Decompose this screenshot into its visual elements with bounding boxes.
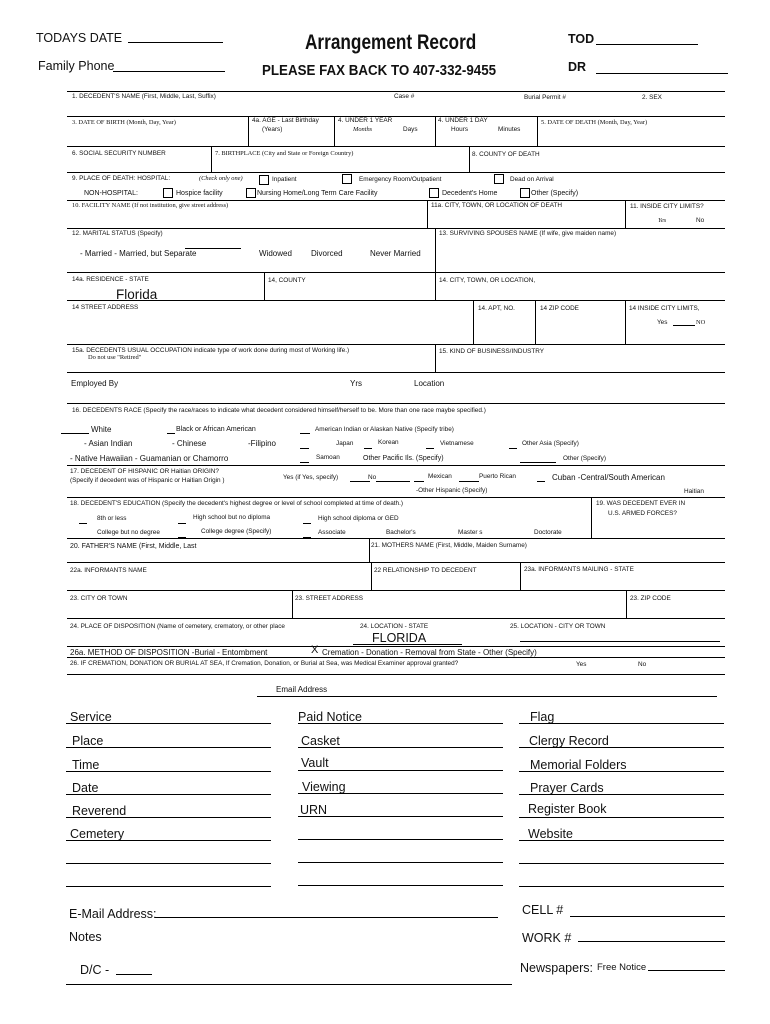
paid-notice-label: Paid Notice (298, 710, 362, 724)
grid-line (334, 116, 335, 146)
japan-option[interactable]: Japan (336, 440, 354, 447)
grid-line (435, 228, 436, 272)
grid-line (67, 372, 725, 373)
method-of-disposition-label: 26a. METHOD OF DISPOSITION -Burial - Entombment (70, 648, 268, 657)
facility-name-label: 10. FACILITY NAME (If not institution, give street address) (72, 202, 229, 209)
under-1-year-label: 4. UNDER 1 YEAR (338, 117, 393, 124)
armed-forces-label: 19. WAS DECEDENT EVER IN (596, 500, 686, 507)
cell-label: CELL # (522, 903, 564, 917)
cemetery-label: Cemetery (70, 827, 125, 841)
grid-line (427, 200, 428, 228)
grid-line (67, 646, 725, 647)
inside-city-limits-label: 11. INSIDE CITY LIMITS? (630, 203, 704, 210)
col1-extra-line-2[interactable] (66, 886, 271, 887)
other-asian-line (509, 448, 517, 449)
white-line (61, 433, 89, 434)
residence-state-value[interactable]: Florida (116, 287, 158, 302)
decedents-home-checkbox[interactable] (429, 188, 439, 198)
education-label: 18. DECEDENT'S EDUCATION (Specify the decedent's highest degree or level of school completed at time of death.) (70, 500, 404, 507)
website-label: Website (528, 827, 573, 841)
disposition-city-line (520, 641, 720, 642)
flag-label: Flag (530, 710, 555, 724)
vietnamese-option[interactable]: Vietnamese (440, 440, 474, 447)
grid-line (67, 618, 725, 619)
col2-extra-line-2[interactable] (298, 862, 503, 863)
employed-by-label: Employed By (71, 379, 119, 388)
grid-line (626, 590, 627, 618)
marital-status-label: 12. MARITAL STATUS (Specify) (72, 230, 163, 237)
black-line (167, 433, 175, 434)
zip-code-label: 14 ZIP CODE (540, 305, 579, 312)
dob-label: 3. DATE OF BIRTH (Month, Day, Year) (72, 119, 176, 126)
time-field[interactable] (66, 771, 271, 772)
grid-line (67, 172, 725, 173)
grid-line (371, 562, 372, 590)
informant-mailing-label: 23a. INFORMANTS MAILING - STATE (524, 566, 634, 573)
time-label: Time (72, 758, 100, 772)
form-title: Arrangement Record (305, 31, 477, 54)
grid-line (67, 344, 725, 345)
doctorate-option[interactable]: Doctorate (534, 529, 562, 536)
urn-label: URN (300, 803, 328, 817)
reverend-label: Reverend (72, 804, 127, 818)
informant-street-label: 23. STREET ADDRESS (295, 595, 364, 602)
col3-extra-line-2[interactable] (519, 886, 724, 887)
age-label: 4a. AGE - Last Birthday (252, 117, 319, 124)
inside-city-yes[interactable]: Yes (658, 217, 667, 224)
samoan-option[interactable]: Samoan (316, 454, 340, 461)
informant-name-label: 22a. INFORMANTS NAME (70, 567, 147, 574)
armed-forces-label-2: U.S. ARMED FORCES? (608, 510, 677, 517)
col2-extra-line-3[interactable] (298, 885, 503, 886)
date-field[interactable] (66, 794, 271, 795)
other-race-option[interactable]: Other (Specify) (563, 455, 606, 462)
disposition-state-label: 24. LOCATION - STATE (360, 623, 429, 630)
grid-line (469, 146, 470, 172)
urn-field[interactable] (298, 816, 503, 817)
place-label: Place (72, 734, 104, 748)
grid-line (264, 272, 265, 300)
birthplace-label: 7. BIRTHPLACE (City and State or Foreign Country) (215, 150, 354, 157)
never-married-option[interactable]: Never Married (370, 249, 421, 258)
grid-line (67, 403, 725, 404)
disposition-state-value[interactable]: FLORIDA (372, 631, 427, 645)
dead-on-arrival-checkbox[interactable] (494, 174, 504, 184)
tod-field[interactable] (596, 44, 698, 45)
hispanic-label: 17. DECEDENT OF HISPANIC OR Haitian ORIGIN? (70, 468, 219, 475)
am-indian-option[interactable]: American Indian or Alaskan Native (Specify tribe) (315, 426, 454, 433)
bachelors-option[interactable]: Bachelor's (386, 529, 416, 536)
married-options[interactable]: - Married - Married, but Separate (80, 249, 197, 258)
grid-line (535, 300, 536, 344)
samoan-line (300, 462, 309, 463)
footer-email-label: E-Mail Address: (69, 907, 157, 921)
flag-field[interactable] (519, 723, 724, 724)
mother-name-label: 21. MOTHERS NAME (First, Middle, Maiden Surname) (371, 542, 527, 549)
residence-inside-line (673, 325, 695, 326)
other-place-checkbox[interactable] (520, 188, 530, 198)
col2-extra-line-1[interactable] (298, 839, 503, 840)
grid-line (211, 146, 212, 172)
race-label: 16. DECEDENTS RACE (Specify the race/races to indicate what decedent considered himself/herself to be. More than one race maybe specified.) (72, 407, 486, 414)
cuban-central-option[interactable]: Cuban -Central/South American (552, 473, 665, 482)
dc-field[interactable] (116, 974, 152, 975)
city-of-death-label: 11a. CITY, TOWN, OR LOCATION OF DEATH (431, 202, 563, 209)
grid-line (67, 200, 725, 201)
grid-line (67, 562, 725, 563)
disposition-state-line (353, 644, 462, 645)
clergy-record-field[interactable] (519, 747, 724, 748)
disposition-city-label: 25. LOCATION - CITY OR TOWN (510, 623, 606, 630)
father-name-label: 20. FATHER'S NAME (First, Middle, Last (70, 543, 197, 550)
family-phone-field[interactable] (113, 71, 225, 72)
hs-no-diploma-line (178, 523, 186, 524)
other-asian-option[interactable]: Other Asia (Specify) (522, 440, 579, 447)
grid-line (435, 344, 436, 372)
email-address-label: Email Address (276, 685, 328, 694)
place-of-disposition-label: 24. PLACE OF DISPOSITION (Name of cemetery, crematory, or other place (70, 623, 285, 630)
8th-line (79, 523, 87, 524)
relationship-label: 22 RELATIONSHIP TO DECEDENT (374, 567, 477, 574)
korean-line (364, 448, 372, 449)
location-label: Location (414, 379, 445, 388)
residence-inside-city-label: 14 INSIDE CITY LIMITS, (629, 305, 700, 312)
inpatient-checkbox[interactable] (259, 175, 269, 185)
dod-label: 5. DATE OF DEATH (Month, Day, Year) (541, 119, 648, 126)
grid-line (67, 657, 725, 658)
hospice-label: Hospice facility (176, 190, 223, 197)
ssn-label: 6. SOCIAL SECURITY NUMBER (72, 150, 166, 157)
haitian-option[interactable]: Haitian (684, 488, 704, 495)
work-label: WORK # (522, 931, 572, 945)
other-race-line (520, 462, 556, 463)
hs-no-diploma-option[interactable]: High school but no diploma (193, 514, 271, 521)
residence-state-label: 14a. RESIDENCE - STATE (72, 276, 149, 283)
am-indian-line (300, 433, 310, 434)
prayer-cards-field[interactable] (519, 794, 724, 795)
register-book-label: Register Book (528, 802, 607, 816)
cemetery-field[interactable] (66, 840, 271, 841)
residence-city-label: 14. CITY, TOWN, OR LOCATION, (439, 277, 536, 284)
hispanic-no-line (376, 481, 410, 482)
informant-zip-label: 23. ZIP CODE (630, 595, 671, 602)
black-option[interactable]: Black or African American (176, 426, 256, 433)
grid-line (67, 465, 725, 466)
email-address-line[interactable] (257, 696, 717, 697)
cell-field[interactable] (570, 916, 725, 917)
industry-label: 15. KIND OF BUSINESS/INDUSTRY (439, 348, 544, 355)
clergy-record-label: Clergy Record (529, 734, 609, 748)
masters-option[interactable]: Master s (458, 529, 483, 536)
8th-or-less-option[interactable]: 8th or less (97, 515, 127, 522)
grid-line (369, 538, 370, 562)
footer-email-field[interactable] (155, 917, 498, 918)
days-label: Days (403, 126, 418, 133)
grid-line (67, 300, 725, 301)
viewing-field[interactable] (298, 793, 503, 794)
cuban-line (537, 481, 545, 482)
vault-label: Vault (301, 756, 329, 770)
divorced-option[interactable]: Divorced (311, 249, 343, 258)
hispanic-yes-line (350, 481, 370, 482)
residence-county-label: 14, COUNTY (268, 277, 306, 284)
memorial-folders-field[interactable] (519, 771, 724, 772)
grid-line (473, 300, 474, 344)
place-of-death-label: 9. PLACE OF DEATH: HOSPITAL: (72, 175, 171, 182)
grid-line (591, 497, 592, 538)
hispanic-no[interactable]: No (368, 474, 377, 481)
decedents-home-label: Decedent's Home (442, 190, 498, 197)
cremation-approval-label: 26. IF CREMATION, DONATION OR BURIAL AT SEA, If Cremation, Donation, or Burial at Sea, was Medical Examiner approval granted? (70, 660, 459, 667)
family-phone-label: Family Phone (38, 59, 115, 73)
grid-line (625, 300, 626, 344)
filipino-option[interactable]: -Filipino (248, 439, 277, 448)
cremation-approval-no[interactable]: No (638, 661, 647, 668)
apt-no-label: 14. APT, NO. (478, 305, 515, 312)
notes-field-line[interactable] (66, 984, 512, 985)
paid-notice-field[interactable] (298, 723, 503, 724)
occupation-label: 15a. DECEDENTS USUAL OCCUPATION indicate type of work done during most of Working life.) (72, 347, 350, 354)
hispanic-sub-label: (Specify if decedent was of Hispanic or Haitian Origin ) (70, 477, 225, 484)
inpatient-label: Inpatient (272, 176, 297, 183)
dc-label: D/C - (80, 963, 110, 977)
other-place-label: Other (Specify) (531, 190, 579, 197)
hawaiian-option[interactable]: - Native Hawaiian - Guamanian or Chamorro (70, 454, 229, 463)
grid-line (67, 538, 725, 539)
website-field[interactable] (519, 840, 724, 841)
free-notice-label: Free Notice (597, 962, 647, 973)
white-option[interactable]: White (91, 425, 112, 434)
service-label: Service (70, 710, 112, 724)
non-hospital-label: NON-HOSPITAL: (84, 190, 138, 197)
todays-date-label: TODAYS DATE (36, 31, 123, 45)
grid-line (435, 272, 436, 300)
widowed-option[interactable]: Widowed (259, 249, 292, 258)
burial-permit-label: Burial Permit # (524, 94, 566, 101)
years-label: (Years) (262, 126, 283, 133)
hours-label: Hours (451, 126, 469, 133)
associate-option[interactable]: Associate (318, 529, 346, 536)
months-label: Months (353, 126, 373, 133)
col1-extra-line-1[interactable] (66, 863, 271, 864)
work-field[interactable] (578, 941, 725, 942)
puerto-rican-line (459, 481, 479, 482)
todays-date-field[interactable] (128, 42, 223, 43)
hs-diploma-line (303, 523, 311, 524)
county-of-death-label: 8. COUNTY OF DEATH (472, 151, 540, 158)
dead-on-arrival-label: Dead on Arrival (510, 176, 554, 183)
residence-inside-yes[interactable]: Yes (657, 319, 668, 326)
newspapers-field[interactable] (648, 970, 725, 971)
college-no-degree-option[interactable]: College but no degree (97, 529, 160, 536)
er-outpatient-label: Emergency Room/Outpatient (359, 176, 442, 183)
dr-field[interactable] (596, 73, 728, 74)
puerto-rican-option[interactable]: Puerto Rican (479, 473, 516, 480)
under-1-day-label: 4. UNDER 1 DAY (438, 117, 488, 124)
disposition-x-mark[interactable]: X (311, 644, 319, 656)
er-outpatient-checkbox[interactable] (342, 174, 352, 184)
hospice-checkbox[interactable] (163, 188, 173, 198)
grid-line (292, 590, 293, 618)
hispanic-yes[interactable]: Yes (if Yes, specify) (283, 474, 339, 481)
yrs-label: Yrs (350, 379, 362, 388)
do-not-use-retired-note: Do not use "Retired" (88, 354, 142, 361)
viewing-label: Viewing (302, 780, 346, 794)
residence-inside-no[interactable]: NO (696, 319, 706, 326)
inside-city-no[interactable]: No (696, 217, 705, 224)
register-book-field[interactable] (519, 817, 724, 818)
sex-label: 2. SEX (642, 94, 662, 101)
casket-label: Casket (301, 734, 340, 748)
college-degree-option[interactable]: College degree (Specify) (201, 528, 272, 535)
notes-label: Notes (69, 930, 102, 944)
grid-line (248, 116, 249, 146)
nursing-home-checkbox[interactable] (246, 188, 256, 198)
grid-line (625, 200, 626, 228)
grid-line (67, 272, 725, 273)
grid-line (67, 674, 725, 675)
casket-field[interactable] (298, 747, 503, 748)
associate-line (303, 537, 311, 538)
grid-line (67, 146, 725, 147)
decedent-name-label: 1. DECEDENT'S NAME (First, Middle, Last, Suffix) (72, 93, 216, 100)
place-field[interactable] (66, 747, 271, 748)
college-degree-line (178, 537, 186, 538)
date-label: Date (72, 781, 99, 795)
minutes-label: Minutes (498, 126, 521, 133)
nursing-home-label: Nursing Home/Long Term Care Facility (257, 190, 378, 197)
case-number-label: Case # (394, 93, 415, 100)
japan-line (300, 448, 309, 449)
surviving-spouse-label: 13. SURVIVING SPOUSES NAME (If wife, give maiden name) (439, 230, 617, 237)
hs-diploma-option[interactable]: High school diploma or GED (318, 515, 399, 522)
other-hispanic-option[interactable]: -Other Hispanic (Specify) (416, 487, 488, 494)
mexican-line (414, 481, 424, 482)
memorial-folders-label: Memorial Folders (530, 758, 627, 772)
grid-line (67, 228, 725, 229)
grid-line (67, 497, 725, 498)
street-address-label: 14 STREET ADDRESS (72, 304, 139, 311)
chinese-option[interactable]: - Chinese (172, 439, 207, 448)
korean-option[interactable]: Korean (378, 439, 399, 446)
informant-city-label: 23. CITY OR TOWN (70, 595, 128, 602)
grid-line (520, 562, 521, 590)
dr-label: DR (568, 60, 587, 74)
vault-field[interactable] (298, 770, 503, 771)
cremation-approval-yes[interactable]: Yes (576, 661, 587, 668)
grid-line (435, 116, 436, 146)
grid-line (67, 116, 725, 117)
reverend-field[interactable] (66, 817, 271, 818)
pacific-option[interactable]: Other Pacific Ils. (Specify) (363, 455, 444, 462)
grid-line (67, 91, 725, 92)
check-only-one-note: (Check only one) (199, 175, 243, 182)
prayer-cards-label: Prayer Cards (530, 781, 604, 795)
vietnamese-line (426, 448, 434, 449)
service-field[interactable] (66, 723, 271, 724)
grid-line (537, 116, 538, 146)
col3-extra-line-1[interactable] (519, 863, 724, 864)
mexican-option[interactable]: Mexican (428, 473, 452, 480)
newspapers-label: Newspapers: (520, 961, 593, 975)
asian-indian-option[interactable]: - Asian Indian (84, 439, 133, 448)
fax-instruction: PLEASE FAX BACK TO 407-332-9455 (262, 63, 497, 79)
tod-label: TOD (568, 32, 595, 46)
method-of-disposition-options[interactable]: Cremation - Donation - Removal from State - Other (Specify) (322, 648, 537, 657)
